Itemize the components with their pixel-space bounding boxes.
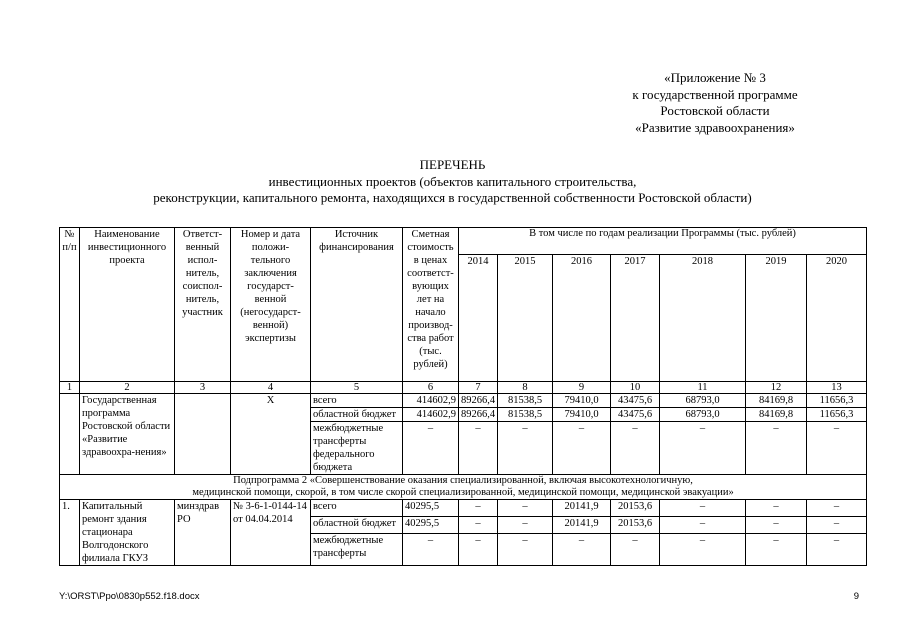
item1-federal-2020: – bbox=[807, 533, 867, 565]
header-row bbox=[60, 228, 867, 255]
item1-resp: минздрав РО bbox=[175, 500, 231, 566]
column-numbers-row bbox=[60, 382, 867, 394]
program-total-2015: 81538,5 bbox=[498, 394, 553, 408]
header-year-2016: 2016 bbox=[553, 255, 611, 382]
program-num bbox=[60, 394, 80, 475]
program-regional-2017: 43475,6 bbox=[611, 408, 660, 422]
appendix-line-1: «Приложение № 3 bbox=[664, 70, 766, 85]
item1-total-2014: – bbox=[459, 500, 498, 517]
item1-total-2020: – bbox=[807, 500, 867, 517]
program-federal-2014: – bbox=[459, 422, 498, 475]
program-total-2020: 11656,3 bbox=[807, 394, 867, 408]
item1-federal-2017: – bbox=[611, 533, 660, 565]
item1-source-total: всего bbox=[311, 500, 403, 517]
item1-num: 1. bbox=[60, 500, 80, 566]
program-total-2019: 84169,8 bbox=[746, 394, 807, 408]
program-total-2017: 43475,6 bbox=[611, 394, 660, 408]
item1-total-2019: – bbox=[746, 500, 807, 517]
program-regional-2018: 68793,0 bbox=[660, 408, 746, 422]
item1-regional-2019: – bbox=[746, 516, 807, 533]
item1-regional-2018: – bbox=[660, 516, 746, 533]
colnum-13: 13 bbox=[807, 382, 867, 394]
program-federal-2015: – bbox=[498, 422, 553, 475]
subprogram-line-1: Подпрограмма 2 «Совершенствование оказания специализированной, включая высокотехнологичную, bbox=[233, 475, 693, 486]
document-title bbox=[0, 157, 905, 207]
program-source-total: всего bbox=[311, 394, 403, 408]
program-source-federal: межбюджетные трансферты федерального бюджета bbox=[311, 422, 403, 475]
program-regional-2016: 79410,0 bbox=[553, 408, 611, 422]
item1-federal-2014: – bbox=[459, 533, 498, 565]
item1-total-2016: 20141,9 bbox=[553, 500, 611, 517]
subprogram-line-2: медицинской помощи, скорой, в том числе скорой специализированной, медицинской помощи, медицинской эвакуации» bbox=[192, 487, 734, 498]
header-cost: Сметная стоимость в ценах соответст-вующих лет на начало производ-ства работ (тыс. рублей) bbox=[403, 228, 459, 382]
title-line-3: реконструкции, капитального ремонта, находящихся в государственной собственности Ростовской области) bbox=[153, 190, 752, 205]
item1-regional-cost: 40295,5 bbox=[403, 516, 459, 533]
header-year-2020: 2020 bbox=[807, 255, 867, 382]
program-expert: Х bbox=[231, 394, 311, 475]
item1-federal-2018: – bbox=[660, 533, 746, 565]
appendix-line-3: Ростовской области bbox=[660, 103, 770, 118]
item1-regional-2014: – bbox=[459, 516, 498, 533]
item1-regional-2016: 20141,9 bbox=[553, 516, 611, 533]
program-name: Государственная программа Ростовской области «Развитие здравоохра-нения» bbox=[80, 394, 175, 475]
item1-total-2018: – bbox=[660, 500, 746, 517]
program-regional-2019: 84169,8 bbox=[746, 408, 807, 422]
header-year-2019: 2019 bbox=[746, 255, 807, 382]
colnum-6: 6 bbox=[403, 382, 459, 394]
subprogram-row bbox=[60, 475, 867, 500]
header-year-2014: 2014 bbox=[459, 255, 498, 382]
item1-federal-2019: – bbox=[746, 533, 807, 565]
program-resp bbox=[175, 394, 231, 475]
header-num: № п/п bbox=[60, 228, 80, 382]
header-year-2015: 2015 bbox=[498, 255, 553, 382]
program-regional-2014: 89266,4 bbox=[459, 408, 498, 422]
investment-projects-table bbox=[59, 227, 867, 566]
title-line-2: инвестиционных проектов (объектов капитального строительства, bbox=[268, 173, 637, 189]
item1-row-total bbox=[60, 500, 867, 517]
subprogram-title bbox=[60, 475, 867, 500]
program-federal-2017: – bbox=[611, 422, 660, 475]
header-year-2018: 2018 bbox=[660, 255, 746, 382]
program-total-2018: 68793,0 bbox=[660, 394, 746, 408]
appendix-line-4: «Развитие здравоохранения» bbox=[635, 119, 795, 135]
program-federal-2016: – bbox=[553, 422, 611, 475]
colnum-9: 9 bbox=[553, 382, 611, 394]
page-number: 9 bbox=[853, 591, 859, 602]
program-source-regional: областной бюджет bbox=[311, 408, 403, 422]
program-total-2016: 79410,0 bbox=[553, 394, 611, 408]
program-total-cost: 414602,9 bbox=[403, 394, 459, 408]
program-row-total bbox=[60, 394, 867, 408]
header-years-group: В том числе по годам реализации Программы (тыс. рублей) bbox=[459, 228, 867, 255]
program-federal-2018: – bbox=[660, 422, 746, 475]
item1-federal-cost: – bbox=[403, 533, 459, 565]
program-regional-2015: 81538,5 bbox=[498, 408, 553, 422]
item1-regional-2020: – bbox=[807, 516, 867, 533]
program-federal-2019: – bbox=[746, 422, 807, 475]
item1-name: Капитальный ремонт здания стационара Волгодонского филиала ГКУЗ bbox=[80, 500, 175, 566]
colnum-2: 2 bbox=[80, 382, 175, 394]
item1-regional-2015: – bbox=[498, 516, 553, 533]
colnum-4: 4 bbox=[231, 382, 311, 394]
appendix-line-2: к государственной программе bbox=[632, 86, 798, 102]
item1-source-federal: межбюджетные трансферты bbox=[311, 533, 403, 565]
header-name: Наименование инвестиционного проекта bbox=[80, 228, 175, 382]
program-federal-2020: – bbox=[807, 422, 867, 475]
header-expert: Номер и дата положи-тельного заключения государст-венной (негосударст-венной) экспертизы bbox=[231, 228, 311, 382]
item1-federal-2015: – bbox=[498, 533, 553, 565]
colnum-8: 8 bbox=[498, 382, 553, 394]
colnum-11: 11 bbox=[660, 382, 746, 394]
item1-regional-2017: 20153,6 bbox=[611, 516, 660, 533]
item1-federal-2016: – bbox=[553, 533, 611, 565]
colnum-3: 3 bbox=[175, 382, 231, 394]
item1-source-regional: областной бюджет bbox=[311, 516, 403, 533]
header-resp: Ответст-венный испол-нитель, соиспол-нитель, участник bbox=[175, 228, 231, 382]
program-federal-cost: – bbox=[403, 422, 459, 475]
colnum-12: 12 bbox=[746, 382, 807, 394]
appendix-header bbox=[585, 70, 845, 136]
colnum-7: 7 bbox=[459, 382, 498, 394]
header-year-2017: 2017 bbox=[611, 255, 660, 382]
item1-total-cost: 40295,5 bbox=[403, 500, 459, 517]
item1-total-2017: 20153,6 bbox=[611, 500, 660, 517]
colnum-5: 5 bbox=[311, 382, 403, 394]
item1-expert: № 3-6-1-0144-14 от 04.04.2014 bbox=[231, 500, 311, 566]
footer-file-path: Y:\ORST\Ppo\0830p552.f18.docx bbox=[59, 591, 200, 602]
program-regional-cost: 414602,9 bbox=[403, 408, 459, 422]
colnum-10: 10 bbox=[611, 382, 660, 394]
title-heading: ПЕРЕЧЕНЬ bbox=[419, 157, 486, 172]
program-regional-2020: 11656,3 bbox=[807, 408, 867, 422]
program-total-2014: 89266,4 bbox=[459, 394, 498, 408]
header-source: Источник финансирования bbox=[311, 228, 403, 382]
item1-total-2015: – bbox=[498, 500, 553, 517]
colnum-1: 1 bbox=[60, 382, 80, 394]
